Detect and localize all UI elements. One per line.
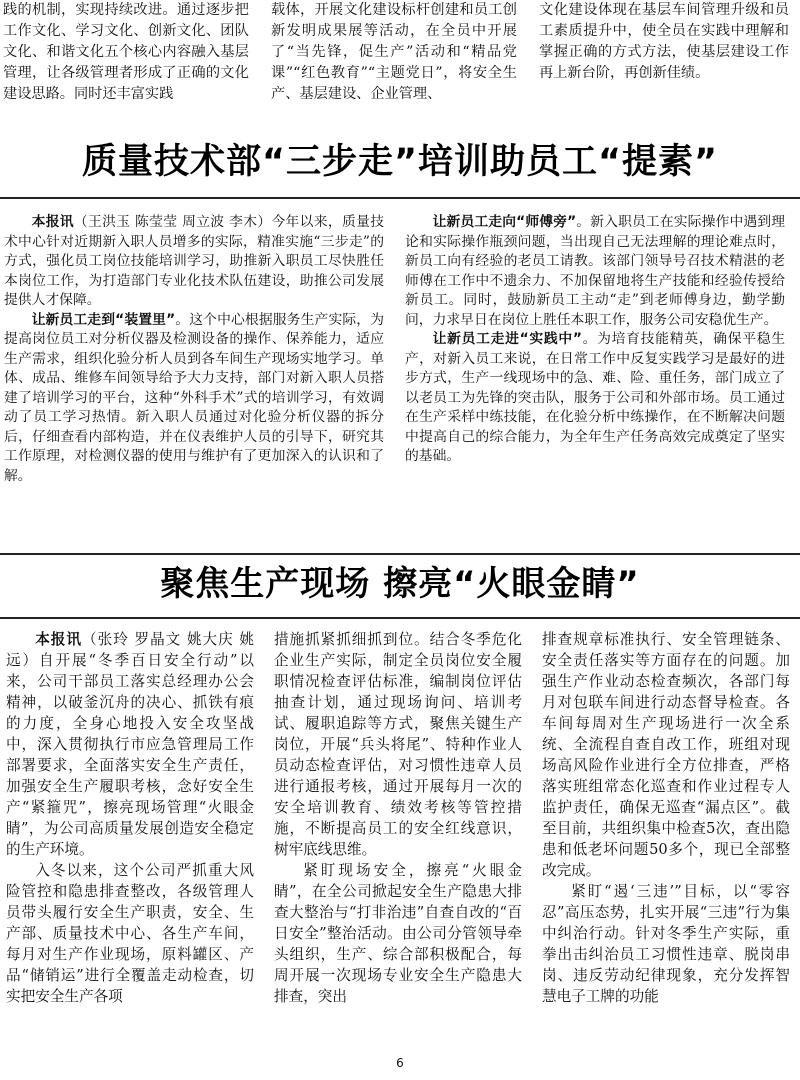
article-1-paragraph: 让新员工走向“师傅旁”。新入职员工在实际操作中遇到理论和实际操作瓶颈问题，当出现自己无法理解的理论难点时，新员工向有经验的老员工请教。该部门领导号召技术精湛的老师傅在工作中不遗余力、不加保留地将生产技能和经验传授给新员工。同时，鼓励新员工主动“走”到老师傅身边，勤学勤问，力求早日在岗位上胜任本职工作，服务公司安稳优生产。 (405, 214, 786, 328)
section-divider (0, 553, 800, 555)
headline-divider (0, 617, 800, 619)
article-2-paragraph: 紧盯现场安全，擦亮“火眼金睛”，在全公司掀起安全生产隐患大排查大整治与“打非治违”自查自改的“百日安全”整治活动。由公司分管领导牵头组织，生产、综合部积极配合，每周开展一次现场专业安全生产隐患大排查，突出 (274, 862, 522, 1005)
article-1-paragraph: 本报讯（王洪玉 陈莹莹 周立波 李木）今年以来，质量技术中心针对近期新入职人员增多的实际，精准实施“三步走”的方式，强化员工岗位技能培训学习，助推新入职员工尽快胜任本岗位工作，为打造部门专业化技术队伍建设，助推公司发展提供人才保障。 (4, 214, 384, 308)
article-2-paragraph: 入冬以来，这个公司严抓重大风险管控和隐患排查整改，各级管理人员带头履行安全生产职责，安全、生产部、质量技术中心、各生产车间，每月对生产作业现场，原料罐区、产品“储销运”进行全覆盖走动检查，切实把安全生产各项 (6, 862, 254, 1005)
article-2-paragraph: 本报讯（张玲 罗晶文 姚大庆 姚远）自开展“冬季百日安全行动”以来，公司干部员工落实总经理办公会精神，以破釜沉舟的决心、抓铁有痕的力度，全身心地投入安全攻坚战中，深入贯彻执行市应急管理局工作部署要求，全面落实安全生产责任，加强安全生产履职考核，念好安全生产“紧箍咒”，擦亮现场管理“火眼金睛”，为公司高质量发展创造安全稳定的生产环境。 (6, 631, 254, 858)
article-2-column-1 (6, 629, 254, 1007)
article-1-headline: 质量技术部“三步走”培训助员工“提素” (81, 142, 718, 182)
article-1-paragraph: 让新员工走进“实践中”。为培育技能精英，确保平稳生产，对新入员工来说，在日常工作中反复实践学习是最好的进步方式，生产一线现场中的急、难、险、重任务，部门成立了以老员工为先锋的突击队，服务于公司和外部市场。员工通过在生产采样中练技能，在化验分析中练操作，在不断解决问题中提高自己的综合能力，为全年生产任务高效完成奠定了坚实的基础。 (405, 331, 786, 464)
article-2-paragraph: 措施抓紧抓细抓到位。结合冬季危化企业生产实际，制定全员岗位安全履职情况检查评估标准，编制岗位评估抽查计划，通过现场询问、培训考试、履职追踪等方式，聚焦关键生产岗位，开展“兵头将尾”、特种作业人员动态检查评估，对习惯性违章人员进行通报考核，通过开展每月一次的安全培训教育、绩效考核等管控措施，不断提高员工的安全红线意识，树牢底线思维。 (274, 631, 522, 858)
page-number: 6 (396, 1056, 404, 1070)
article-2-column-3 (542, 629, 790, 1007)
article-2-headline: 聚焦生产现场 擦亮“火眼金睛” (160, 564, 640, 604)
article-2-paragraph: 紧盯“遏‘三违’”目标，以“零容忍”高压态势，扎实开展“三违”行为集中纠治行动。针对冬季生产实际，重拳出击纠治员工习惯性违章、脱岗串岗、违反劳动纪律现象，充分发挥智慧电子工牌的功能 (542, 883, 790, 1005)
top-column-1: 践的机制，实现持续改进。通过逐步把工作文化、学习文化、创新文化、团队文化、和谐文化五个核心内容融入基层管理，让各级管理者形成了正确的文化建设思路。同时还丰富实践 (3, 2, 249, 102)
article-2-column-2 (274, 629, 522, 1007)
article-1-left-column (4, 213, 384, 486)
article-1-paragraph: 让新员工走到“装置里”。这个中心根据服务生产实际，为提高岗位员工对分析仪器及检测设备的操作、保养能力，适应生产需求，组织化验分析人员到各车间生产现场实地学习。单体、成品、维修车间领导给予大力支持，部门对新入职人员搭建了培训学习的平台，这种“外科手术”式的培训学习，有效调动了员工学习热情。新入职人员通过对化验分析仪器的拆分后，仔细查看内部构造，并在仪表维护人员的引导下，研究其工作原理，对检测仪器的使用与维护有了更加深入的认识和了解。 (4, 311, 385, 484)
top-column-3: 文化建设体现在基层车间管理升级和员工素质提升中，使全员在实践中理解和掌握正确的方式方法，使基层建设工作再上新台阶，再创新佳绩。 (539, 2, 789, 81)
article-2-paragraph: 排查规章标准执行、安全管理链条、安全责任落实等方面存在的问题。加强生产作业动态检查频次，各部门每月对包联车间进行动态督导检查。各车间每周对生产现场进行一次全系统、全流程自查自改工作，班组对现场高风险作业进行全方位排查，严格落实班组常态化巡查和作业过程专人监护责任，确保无巡查“漏点区”。截至目前，共组织集中检查5次，查出隐患和低老坏问题50多个，现已全部整改完成。 (542, 631, 790, 879)
headline-divider (0, 197, 800, 199)
article-1-right-column (405, 213, 785, 467)
top-column-2: 载体，开展文化建设标杆创建和员工创新发明成果展等活动，在全员中开展了“当先锋，促生产”活动和“精品党课”“红色教育”“主题党日”，将安全生产、基层建设、企业管理、 (271, 2, 517, 102)
